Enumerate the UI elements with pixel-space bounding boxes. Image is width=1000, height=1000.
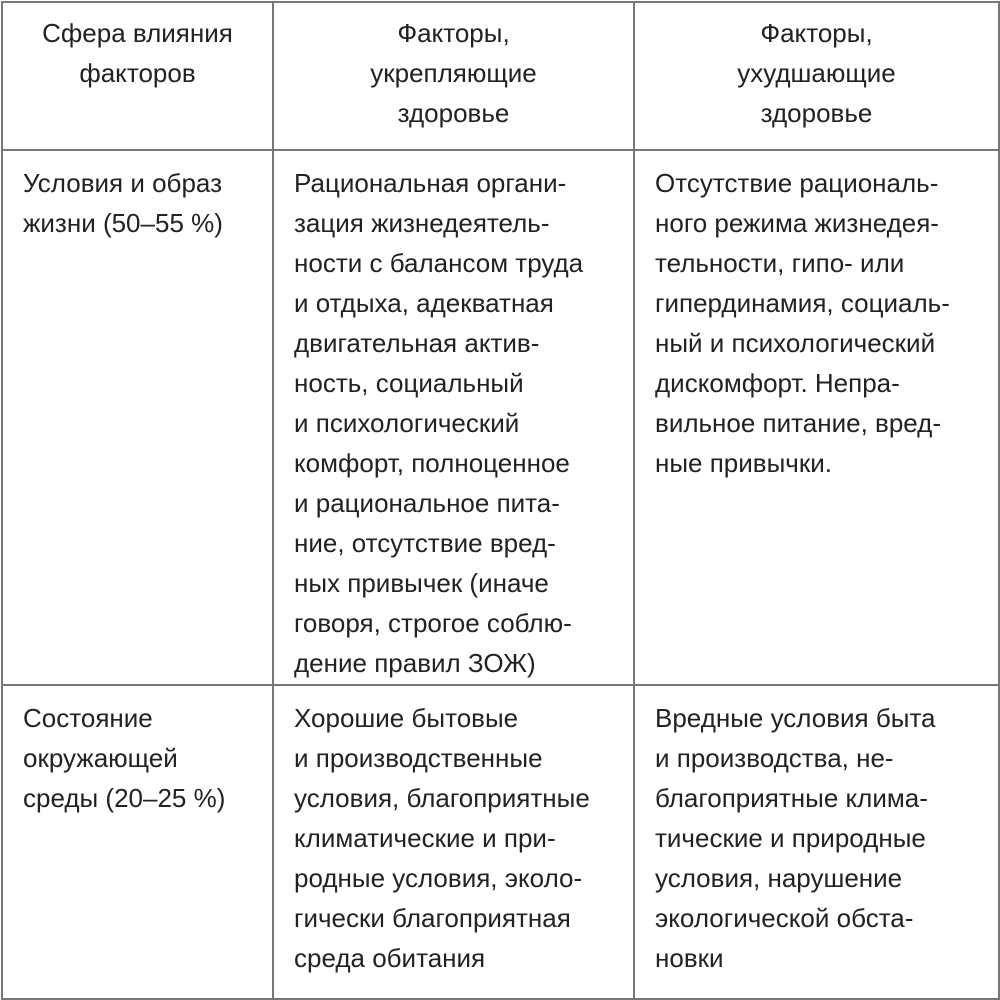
header-sphere: Сфера влияния факторов bbox=[2, 2, 273, 150]
health-factors-table bbox=[1, 1, 1000, 1000]
cell-strengthening: Хорошие бытовые и производственные условия, благоприятные климатические и при- родные условия, эколо- гически благоприятная среда обитания bbox=[273, 685, 634, 999]
cell-sphere: Условия и образ жизни (50–55 %) bbox=[2, 150, 273, 685]
cell-worsening: Отсутствие рациональ- ного режима жизнедея- тельности, гипо- или гипердинамия, социаль- ный и психологический дискомфорт. Непра- вильное питание, вред- ные привычки. bbox=[634, 150, 999, 685]
table-row bbox=[2, 150, 999, 685]
cell-strengthening: Рациональная органи- зация жизнедеятель- ности с балансом труда и отдыха, адекватная двигательная актив- ность, социальный и психологический комфорт, полноценное и рациональное пита- ние, отсутствие вред- ных привычек (иначе говоря, строгое соблю- дение правил ЗОЖ) bbox=[273, 150, 634, 685]
header-worsening: Факторы, ухудшающие здоровье bbox=[634, 2, 999, 150]
header-strengthening: Факторы, укрепляющие здоровье bbox=[273, 2, 634, 150]
table-row bbox=[2, 685, 999, 999]
cell-sphere: Состояние окружающей среды (20–25 %) bbox=[2, 685, 273, 999]
cell-worsening: Вредные условия быта и производства, не- благоприятные клима- тические и природные условия, нарушение экологической обста- новки bbox=[634, 685, 999, 999]
table-header-row bbox=[2, 2, 999, 150]
